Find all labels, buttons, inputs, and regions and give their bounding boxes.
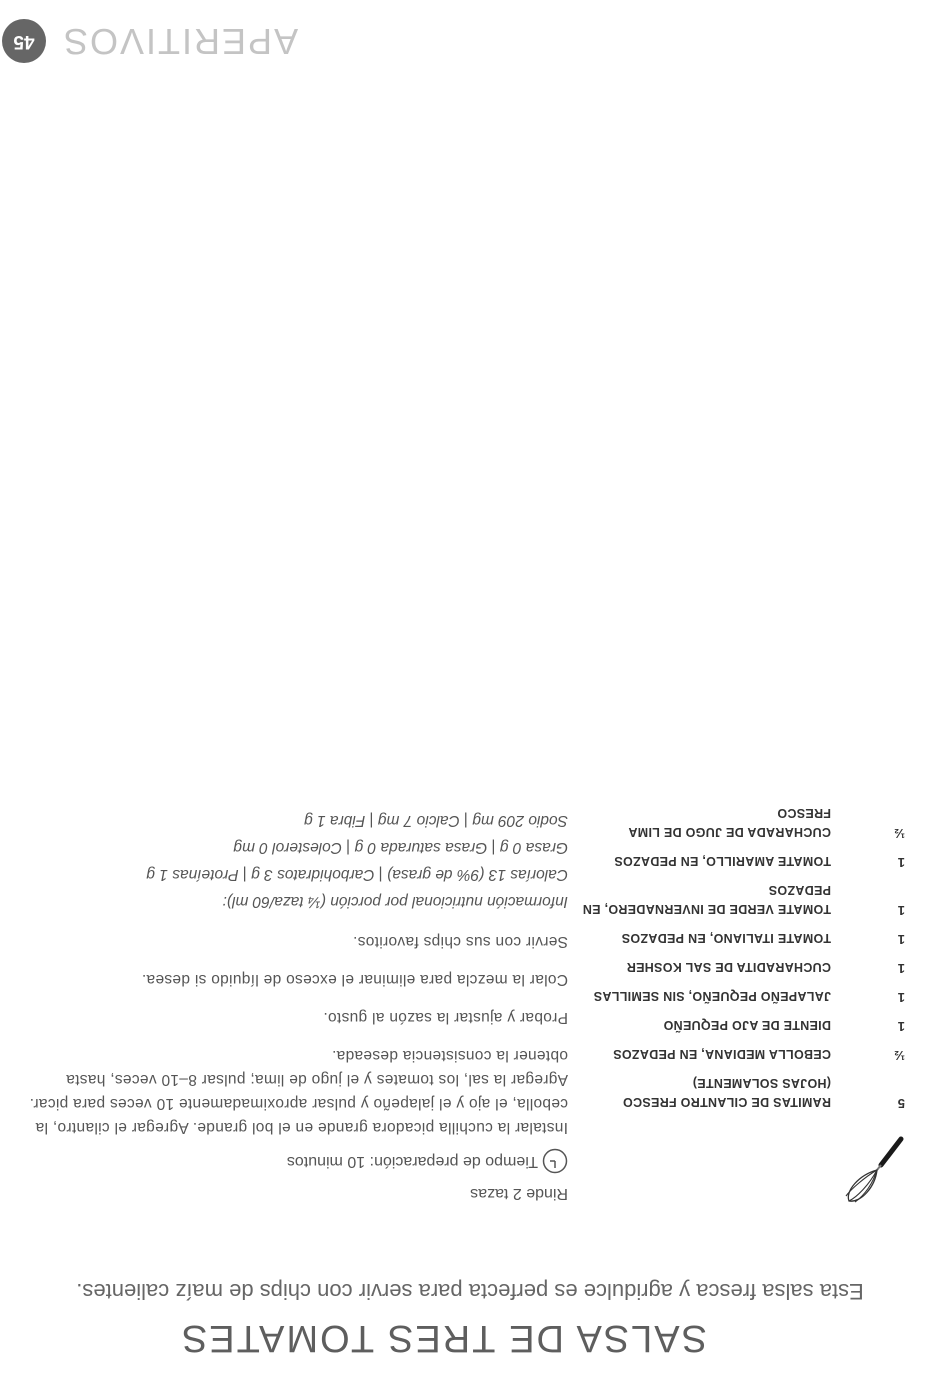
ingredient-amount: 1 (897, 961, 905, 976)
ingredient-row (575, 986, 905, 1005)
whisk-icon (843, 1135, 905, 1205)
ingredient-list (575, 793, 905, 1111)
ingredient-amount: 5 (897, 1096, 905, 1111)
page-number-badge: 45 (2, 19, 46, 63)
ingredient-name: CUCHARADA DE JUGO DE LIMA FRESCO (628, 806, 831, 839)
ingredient-row (575, 851, 905, 870)
recipe-intro: Esta salsa fresca y agridulce es perfecta para servir con chips de maíz calientes. (76, 1279, 864, 1304)
prep-time (23, 1149, 568, 1173)
ingredient-amount: 1 (897, 903, 905, 918)
ingredient-row (575, 880, 905, 918)
ingredient-name: TOMATE AMARILLO, EN PEDAZOS (614, 854, 831, 868)
ingredient-name: CUCHARADITA DE SAL KOSHER (626, 960, 831, 974)
section-name: APERITIVOS (62, 21, 299, 62)
ingredient-row (575, 928, 905, 947)
page-footer (2, 11, 302, 71)
ingredient-row (575, 1015, 905, 1034)
ingredient-name: CEBOLLA MEDIANA, EN PEDAZOS (612, 1047, 831, 1061)
nutrition-heading: Información nutricional por porción (¼ taza/60 ml): (222, 893, 568, 910)
recipe-yield: Rinde 2 tazas (470, 1185, 568, 1202)
ingredient-name: TOMATE ITALIANO, EN PEDAZOS (621, 931, 831, 945)
ingredient-name: DIENTE DE AJO PEQUEÑO (663, 1018, 831, 1032)
ingredient-row (575, 1044, 905, 1063)
ingredient-row (575, 957, 905, 976)
ingredient-amount: 1 (897, 1019, 905, 1034)
ingredient-name: RAMITAS DE CILANTRO FRESCO (HOJAS SOLAMENTE) (622, 1076, 831, 1109)
recipe-step: Colar la mezcla para eliminar el exceso de líquido si desea. (141, 971, 568, 988)
ingredient-name: TOMATE VERDE DE INVERNADERO, EN PEDAZOS (582, 883, 831, 916)
recipe-title: SALSA DE TRES TOMATES (179, 1317, 707, 1359)
nutrition-line: Sodio 209 mg | Calcio 7 mg | Fibra 1 g (304, 812, 568, 829)
ingredient-amount: ½ (894, 826, 905, 841)
ingredient-row (575, 1073, 905, 1111)
ingredient-amount: ½ (894, 1048, 905, 1063)
clock-icon (542, 1148, 568, 1174)
ingredient-name: JALAPEÑO PEQUEÑO, SIN SEMILLAS (593, 989, 831, 1003)
instructions-column (23, 807, 568, 1205)
nutrition-line: Calorías 13 (9% de grasa) | Carbohidratos 3 g | Proteínas 1 g (146, 866, 568, 883)
prep-time-text: Tiempo de preparación: 10 minutos (286, 1153, 538, 1170)
recipe-step: Probar y ajustar la sazón al gusto. (323, 1009, 568, 1026)
ingredient-row (575, 803, 905, 841)
ingredient-amount: 1 (897, 855, 905, 870)
nutrition-line: Grasa 0 g | Grasa saturada 0 g | Colesterol 0 mg (233, 839, 568, 856)
nutrition-info (23, 807, 568, 915)
recipe-step: Instalar la cuchilla picadora grande en el bol grande. Agregar el cilantro, la cebolla, el ajo y el jalapeño y pulsar aproximadamente 10 veces para picar. Agregar la sal, los tomates y el jugo de lima; pulsar 8–10 veces, hasta obtener la consistencia deseada. (29, 1047, 568, 1136)
ingredient-amount: 1 (897, 990, 905, 1005)
ingredient-amount: 1 (897, 932, 905, 947)
recipe-step: Servir con sus chips favoritos. (352, 933, 568, 950)
